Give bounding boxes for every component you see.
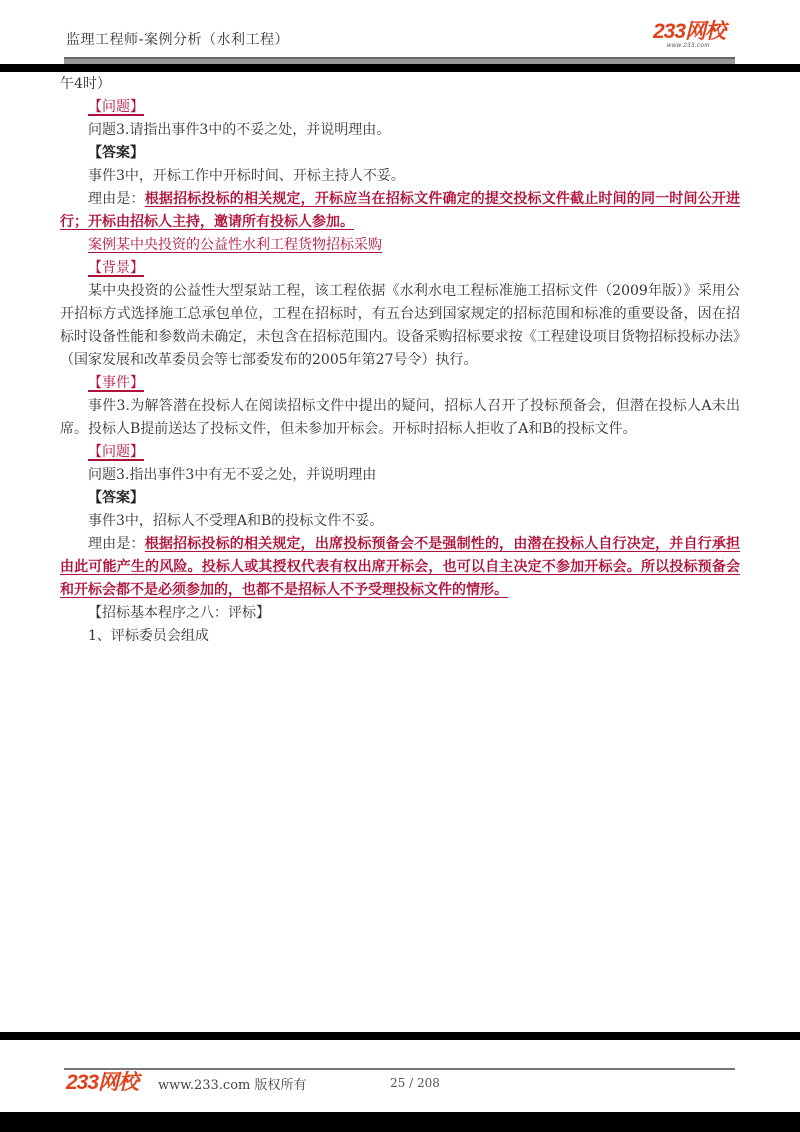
event-label-text: 【事件】 (88, 375, 144, 391)
answer-label-1 (60, 142, 740, 165)
event-label (60, 372, 740, 395)
reason-text: 根据招标投标的相关规定，开标应当在招标文件确定的提交投标文件截止时间的同一时间公开进行；开标由招标人主持，邀请所有投标人参加。 (60, 191, 741, 230)
footer-divider (64, 1068, 735, 1070)
question-label-1 (60, 96, 740, 119)
question-text-2: 问题3.指出事件3中有无不妥之处，并说明理由 (88, 467, 377, 483)
reason-paragraph-1 (60, 188, 740, 234)
page-separator-middle (0, 1032, 800, 1040)
question-label-text: 【问题】 (88, 444, 144, 460)
answer-text-2: 事件3中，招标人不受理A和B的投标文件不妥。 (88, 513, 384, 529)
procedure-heading: 【招标基本程序之八：评标】 (88, 605, 270, 621)
answer-text-1: 事件3中，开标工作中开标时间、开标主持人不妥。 (88, 168, 405, 184)
brand-logo: 233网校 (653, 20, 726, 43)
answer-label-text: 【答案】 (88, 490, 144, 506)
background-paragraph: 某中央投资的公益性大型泵站工程，该工程依据《水利水电工程标准施工招标文件（2009年版）》采用公开招标方式选择施工总承包单位，工程在招标时，有五台达到国家规定的招标范围和标准的重要设备，因在招标时设备性能和参数尚未确定，未包含在招标范围内。设备采购招标要求按《工程建设项目货物招标投标办法》（国家发展和改革委员会等七部委发布的2005年第27号令）执行。 (60, 283, 740, 368)
reason-prefix: 理由是： (88, 536, 145, 552)
page-separator-bottom (0, 1112, 800, 1132)
question-text-1: 问题3.请指出事件3中的不妥之处，并说明理由。 (88, 122, 391, 138)
footer-copyright: www.233.com 版权所有 (158, 1078, 307, 1093)
procedure-item: 1、评标委员会组成 (88, 628, 209, 644)
reason-prefix: 理由是： (88, 191, 145, 207)
question-label-2 (60, 441, 740, 464)
answer-label-2 (60, 487, 740, 510)
background-label-text: 【背景】 (88, 260, 144, 276)
continued-text: 午4时） (60, 76, 111, 92)
document-title: 监理工程师-案例分析（水利工程） (66, 32, 290, 48)
footer-brand-logo: 233网校 (66, 1071, 139, 1094)
background-label (60, 257, 740, 280)
reason-paragraph-2 (60, 533, 740, 602)
question-label-text: 【问题】 (88, 99, 144, 115)
case-title (60, 234, 740, 257)
answer-label-text: 【答案】 (88, 145, 144, 161)
case-title-text: 案例某中央投资的公益性水利工程货物招标采购 (88, 237, 382, 253)
reason-text: 根据招标投标的相关规定，出席投标预备会不是强制性的，由潜在投标人自行决定，并自行承担由此可能产生的风险。投标人或其授权代表有权出席开标会，也可以自主决定不参加开标会。所以投标预备会和开标会都不是必须参加的，也都不是招标人不予受理投标文件的情形。 (60, 536, 741, 598)
event-paragraph: 事件3.为解答潜在投标人在阅读招标文件中提出的疑问，招标人召开了投标预备会，但潜在投标人A未出席。投标人B提前送达了投标文件，但未参加开标会。开标时招标人拒收了A和B的投标文件。 (60, 398, 740, 437)
page-separator-top (0, 64, 800, 72)
document-body (60, 73, 740, 648)
page-number: 25 / 208 (390, 1076, 440, 1090)
brand-logo-url: www.233.com (667, 43, 710, 49)
